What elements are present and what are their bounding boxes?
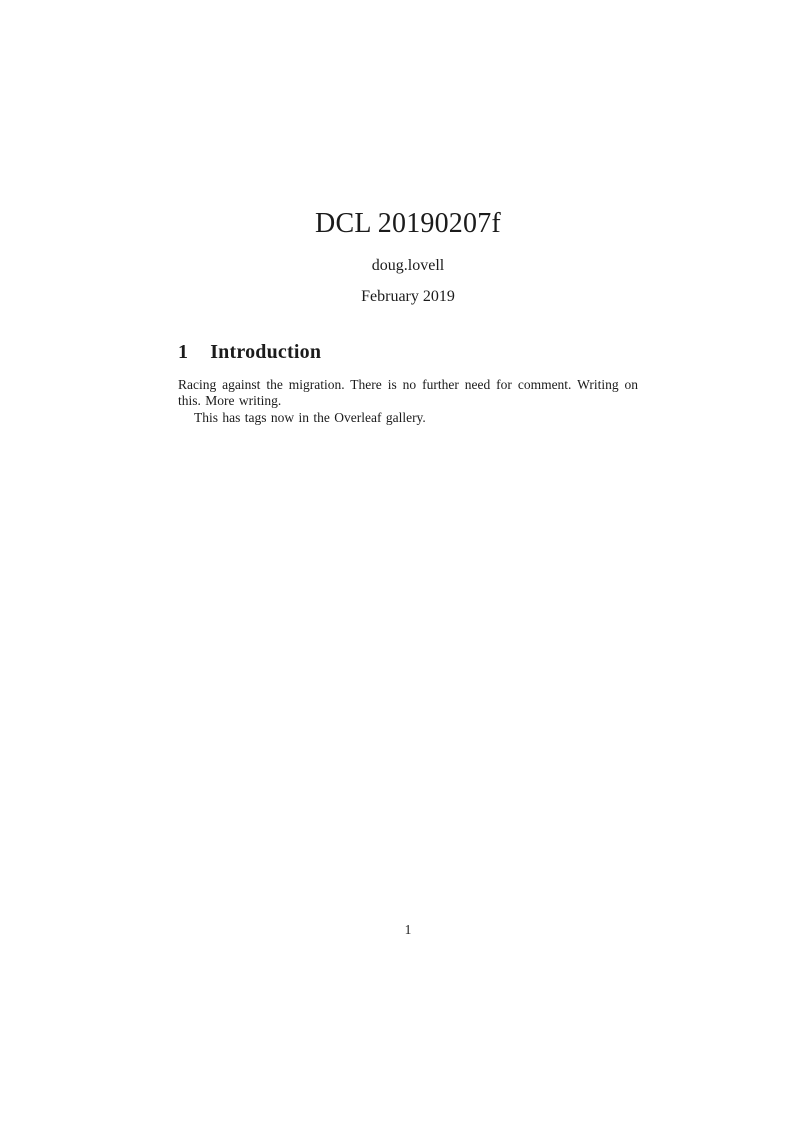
document-title: DCL 20190207f <box>315 208 501 239</box>
document-date: February 2019 <box>361 288 455 305</box>
section-heading <box>178 341 638 364</box>
document-author: doug.lovell <box>371 257 445 274</box>
paragraph-first: Racing against the migration. There is no further need for comment. Writing on this. More writing. <box>178 377 638 409</box>
section-number: 1 <box>178 341 189 363</box>
paragraph-second: This has tags now in the Overleaf gallery. <box>194 409 426 425</box>
body-text <box>178 377 638 426</box>
text-block <box>178 0 638 1123</box>
page-number: 1 <box>404 922 412 937</box>
section-title: Introduction <box>210 341 322 363</box>
